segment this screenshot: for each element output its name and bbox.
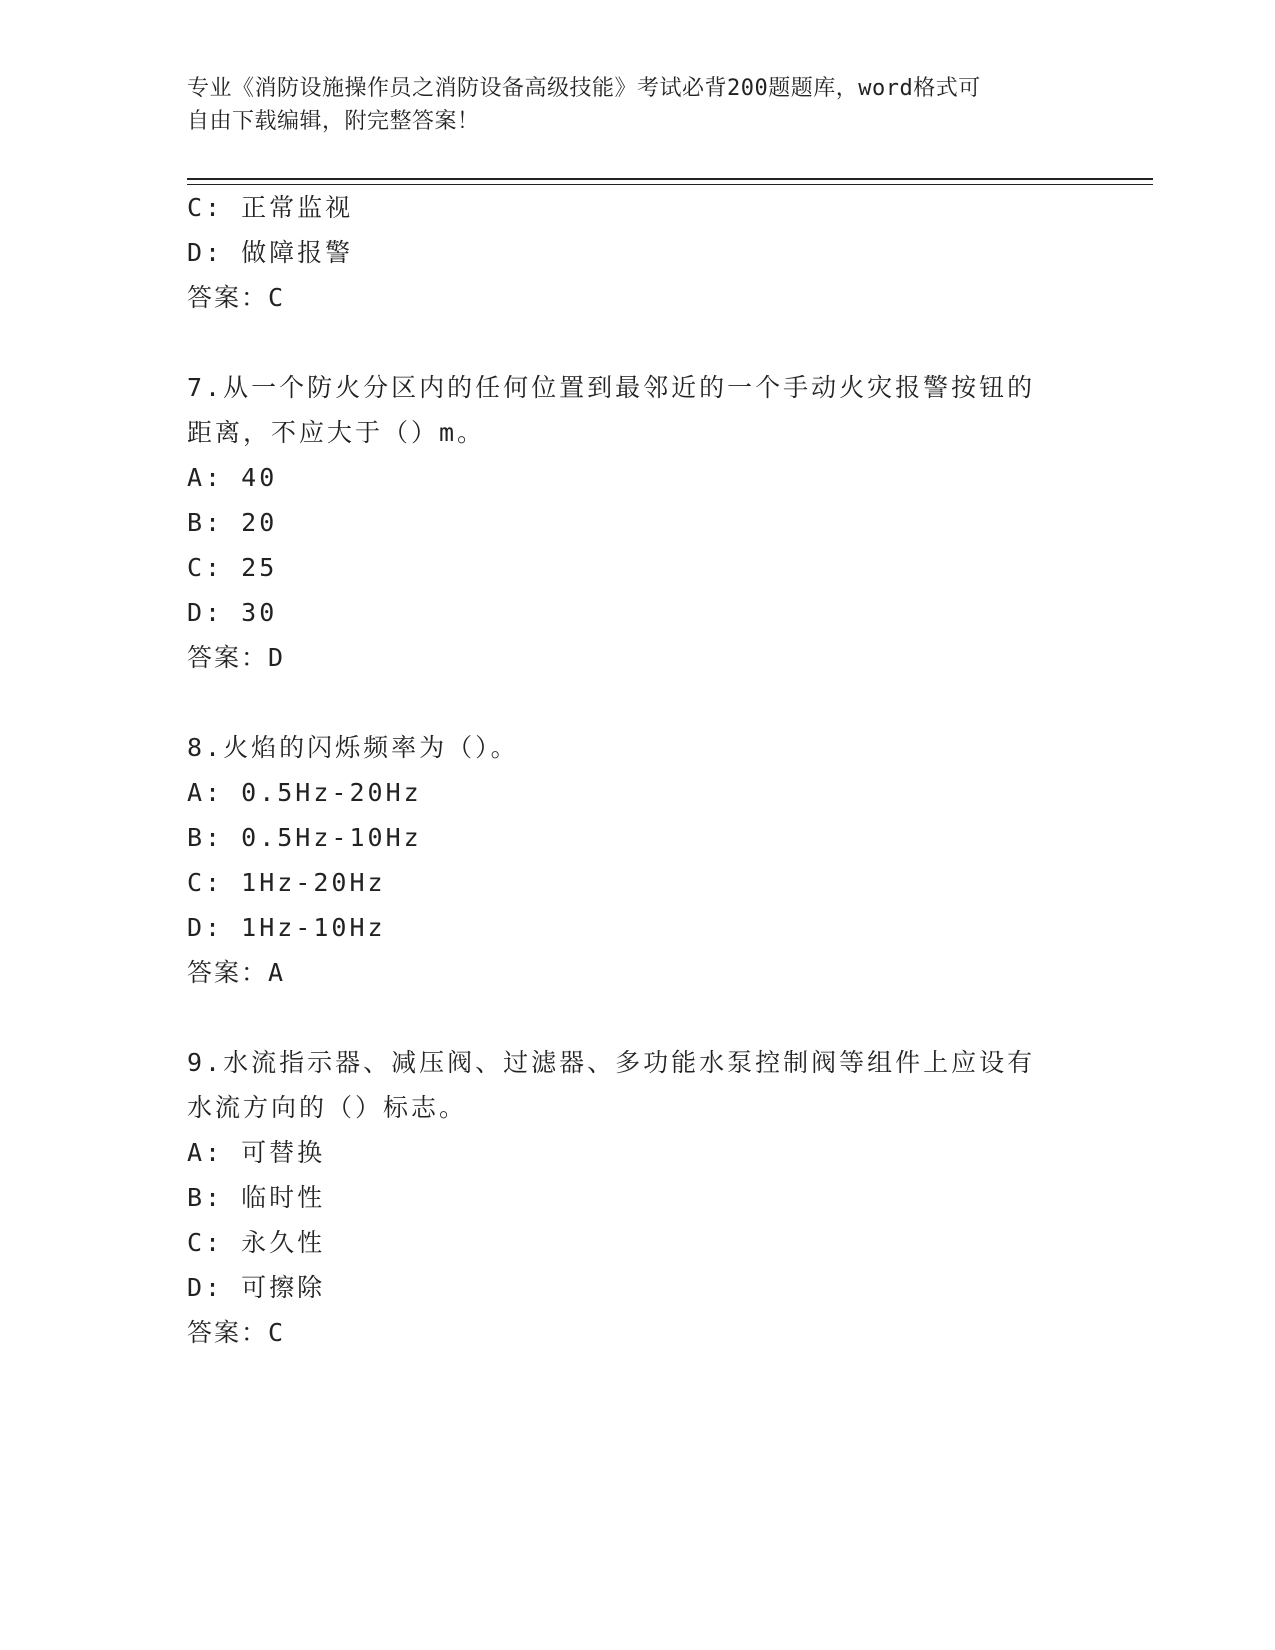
q6-option-d: D: 做障报警	[187, 238, 354, 267]
q9-option-c: C: 永久性	[187, 1228, 326, 1257]
q8-option-d: D: 1Hz-10Hz	[187, 913, 386, 942]
q9-stem-line-1: 9.水流指示器、减压阀、过滤器、多功能水泵控制阀等组件上应设有	[187, 1048, 1036, 1077]
q7-answer: 答案：D	[187, 643, 286, 672]
q6-option-c: C: 正常监视	[187, 193, 354, 222]
q8-option-a: A: 0.5Hz-20Hz	[187, 778, 422, 807]
q8-option-b: B: 0.5Hz-10Hz	[187, 823, 422, 852]
q9-option-a: A: 可替换	[187, 1138, 326, 1167]
q7-option-b: B: 20	[187, 508, 278, 537]
q9-option-d: D: 可擦除	[187, 1273, 326, 1302]
q7-stem-line-2: 距离，不应大于（）m。	[187, 418, 486, 447]
header-divider-thick	[187, 178, 1153, 180]
q7-stem-line-1: 7.从一个防火分区内的任何位置到最邻近的一个手动火灾报警按钮的	[187, 373, 1036, 402]
q7-option-a: A: 40	[187, 463, 278, 492]
header-line-1: 专业《消防设施操作员之消防设备高级技能》考试必背200题题库，word格式可	[187, 76, 981, 101]
q8-option-c: C: 1Hz-20Hz	[187, 868, 386, 897]
q6-answer: 答案：C	[187, 283, 286, 312]
q7-option-c: C: 25	[187, 553, 278, 582]
header-line-2: 自由下载编辑，附完整答案！	[187, 109, 480, 134]
q8-stem-line-1: 8.火焰的闪烁频率为（）。	[187, 733, 519, 762]
header-divider-thin	[187, 184, 1153, 185]
q9-stem-line-2: 水流方向的（）标志。	[187, 1093, 468, 1122]
document-header	[187, 72, 1067, 138]
q9-answer: 答案：C	[187, 1318, 286, 1347]
q8-answer: 答案：A	[187, 958, 286, 987]
q7-option-d: D: 30	[187, 598, 278, 627]
q9-option-b: B: 临时性	[187, 1183, 326, 1212]
